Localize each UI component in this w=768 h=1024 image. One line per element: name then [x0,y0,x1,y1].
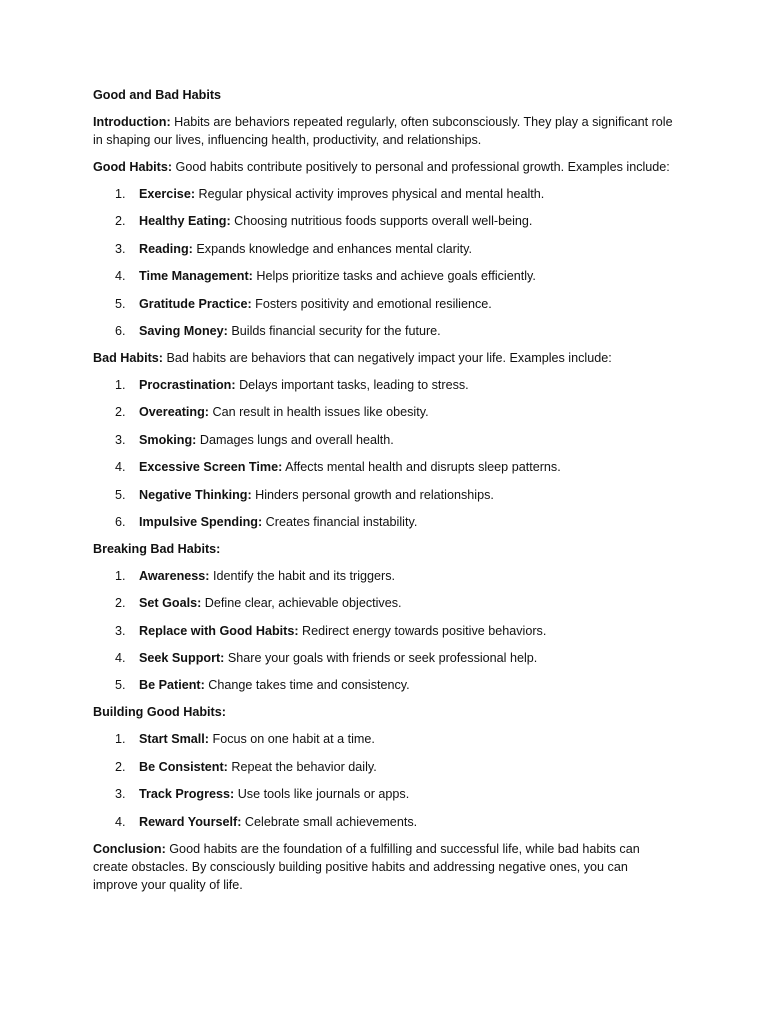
list-item-label: Be Consistent: [139,759,228,774]
list-item-text: Helps prioritize tasks and achieve goals efficiently. [252,269,536,284]
list-item-text: Change takes time and consistency. [204,678,410,693]
building-good-habits-heading: Building Good Habits: [93,705,226,720]
list-item-text: Share your goals with friends or seek professional help. [224,651,538,666]
list-item-label: Be Patient: [139,678,205,693]
list-item [93,594,673,612]
list-number: 4. [115,814,126,829]
list-number: 5. [115,296,126,311]
list-item-text: Celebrate small achievements. [241,814,418,829]
conclusion-text: Good habits are the foundation of a fulfilling and successful life, while bad habits can create obstacles. By consciously building positive habits and addressing negative ones, you can improve your quality of life. [93,841,640,892]
introduction-label: Introduction: [93,115,171,129]
list-item-label: Reading: [139,241,193,256]
good-habits-label: Good Habits: [93,160,173,174]
list-item-text: Affects mental health and disrupts sleep patterns. [282,460,561,475]
list-item [93,813,673,831]
list-item [93,567,673,585]
list-item-label: Seek Support: [139,651,225,666]
list-item-text: Fosters positivity and emotional resilience. [251,296,492,311]
list-item [93,431,673,449]
list-number: 1. [115,732,126,747]
list-number: 4. [115,651,126,666]
document-page [93,86,673,903]
list-number: 1. [115,568,126,583]
list-item-label: Replace with Good Habits: [139,623,299,638]
introduction-text: Habits are behaviors repeated regularly, often subconsciously. They play a significant role in shaping our lives, influencing health, productivity, and relationships. [93,115,673,147]
list-item-label: Smoking: [139,432,197,447]
list-item-label: Gratitude Practice: [139,296,252,311]
bad-habits-text: Bad habits are behaviors that can negatively impact your life. Examples include: [162,350,612,365]
good-habits-paragraph [93,158,673,176]
list-number: 5. [115,678,126,693]
list-item-label: Excessive Screen Time: [139,460,283,475]
list-number: 3. [115,432,126,447]
list-item-label: Track Progress: [139,787,235,802]
conclusion-paragraph [93,840,673,894]
list-item-text: Hinders personal growth and relationships. [251,487,494,502]
breaking-bad-habits-list [93,567,673,695]
list-item [93,758,673,776]
list-item-text: Can result in health issues like obesity. [209,405,429,420]
list-number: 2. [115,405,126,420]
list-item [93,185,673,203]
list-item [93,295,673,313]
building-good-habits-list [93,730,673,830]
list-item-label: Procrastination: [139,377,236,392]
bad-habits-paragraph [93,349,673,367]
list-item [93,267,673,285]
list-number: 1. [115,187,126,201]
list-item-text: Use tools like journals or apps. [234,787,410,802]
list-item-label: Negative Thinking: [139,487,252,502]
list-item-text: Identify the habit and its triggers. [209,568,395,583]
list-item-text: Choosing nutritious foods supports overall well-being. [230,214,533,229]
list-item [93,403,673,421]
introduction-paragraph [93,113,673,149]
list-item [93,486,673,504]
list-item-label: Start Small: [139,732,209,747]
list-item-label: Impulsive Spending: [139,514,263,529]
list-item [93,376,673,394]
list-item-text: Redirect energy towards positive behaviors. [298,623,547,638]
list-item-text: Regular physical activity improves physical and mental health. [195,187,545,201]
bad-habits-label: Bad Habits: [93,350,163,365]
list-item-text: Damages lungs and overall health. [196,432,394,447]
list-item [93,649,673,667]
list-item-label: Overeating: [139,405,209,420]
list-item-text: Expands knowledge and enhances mental clarity. [192,241,472,256]
list-item-label: Healthy Eating: [139,214,231,229]
list-item-text: Delays important tasks, leading to stress. [235,377,469,392]
list-item [93,730,673,748]
list-number: 4. [115,269,126,284]
list-item-label: Reward Yourself: [139,814,242,829]
bad-habits-list [93,376,673,531]
list-number: 6. [115,323,126,338]
list-item [93,785,673,803]
good-habits-list [93,185,673,340]
conclusion-label: Conclusion: [93,841,166,856]
list-item [93,212,673,230]
good-habits-text: Good habits contribute positively to personal and professional growth. Examples include: [172,160,670,174]
breaking-bad-habits-heading: Breaking Bad Habits: [93,541,221,556]
list-number: 5. [115,487,126,502]
list-item-label: Saving Money: [139,323,228,338]
list-item-text: Focus on one habit at a time. [209,732,375,747]
list-item-text: Builds financial security for the future. [227,323,441,338]
list-item-label: Awareness: [139,568,210,583]
list-item [93,513,673,531]
list-item-label: Time Management: [139,269,253,284]
list-item [93,676,673,694]
list-item-text: Creates financial instability. [262,514,418,529]
list-number: 2. [115,214,126,229]
document-title: Good and Bad Habits [93,88,222,102]
list-number: 1. [115,377,126,392]
list-item-text: Repeat the behavior daily. [227,759,377,774]
list-item [93,622,673,640]
list-item [93,240,673,258]
list-item-text: Define clear, achievable objectives. [201,596,402,611]
list-number: 3. [115,241,126,256]
list-item [93,322,673,340]
list-number: 4. [115,460,126,475]
list-item-label: Exercise: [139,187,196,201]
list-number: 3. [115,623,126,638]
list-item-label: Set Goals: [139,596,202,611]
list-item [93,458,673,476]
list-number: 3. [115,787,126,802]
list-number: 6. [115,514,126,529]
list-number: 2. [115,596,126,611]
list-number: 2. [115,759,126,774]
